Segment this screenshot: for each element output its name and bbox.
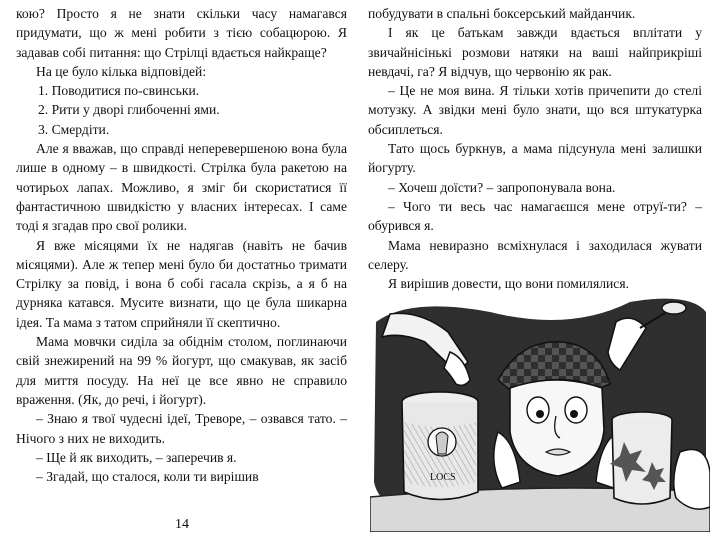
- hand-right: [674, 450, 710, 510]
- dialogue-line: – Це не моя вина. Я тільки хотів причепити до стелі мотузку. А звідки мені було знати, що вся штукатурка обсиплеться.: [368, 83, 702, 137]
- dialogue-line: – Чого ти весь час намагаєшся мене отруї-ти? – обурився я.: [368, 198, 702, 234]
- eye-left: [527, 397, 549, 423]
- paragraph: На це було кілька відповідей:: [36, 63, 207, 79]
- illustration: [370, 292, 710, 532]
- paragraph: Я вирішив довести, що вони помилялися.: [388, 276, 629, 292]
- dialogue-line: – Хочеш доїсти? – запропонувала вона.: [388, 179, 616, 195]
- paragraph: кою? Просто я не знати скільки часу намагався придумати, що ж мені робити з тією собацюрою. Я задавав собі питання: що Стрілці вдається найкраще?: [16, 6, 347, 60]
- page-number: 14: [175, 517, 189, 532]
- list-item: 3. Смердіти.: [38, 121, 110, 137]
- paragraph: Мама мовчки сиділа за обіднім столом, поглинаючи свій знежирений на 99 % йогурт, що смакував, як засіб для миття посуду. На неї це все явно не справило враження. (Як, до речі, і йогурт).: [16, 334, 347, 407]
- jar-left: [402, 392, 478, 500]
- jar-label: LOCS: [430, 472, 456, 483]
- paragraph: Але я вважав, що справді неперевершеною вона була лише в одному – в швидкості. Стрілка була ракетою на чотирьох лапах. Можливо, я зміг би скористатися її фантастичною швидкістю у власних інтересах. І саме тоді я згадав про свої ролики.: [16, 141, 347, 234]
- spoon: [662, 302, 686, 314]
- eye-right: [565, 397, 587, 423]
- list-item: 2. Рити у дворі глибоченні ями.: [38, 102, 220, 118]
- paragraph: І як це батькам завжди вдається вплітати у звичайнісінькі розмови натяки на ваші найприкріші невдачі, га? Я відчув, що червонію як рак.: [368, 25, 702, 79]
- paragraph: Тато щось буркнув, а мама підсунула мені залишки йогурту.: [368, 141, 702, 176]
- paragraph: побудувати в спальні боксерський майданчик.: [368, 6, 636, 21]
- paragraph: Я вже місяцями їх не надягав (навіть не бачив місяцями). Але ж тепер мені було би достатньо тримати Стрілку за повід, і вона б собі гасала скрізь, а я б на дурняка катався. Мусите визнати, що це була шикарна ідея. Та мама з татом сприйняли її скептично.: [16, 237, 347, 330]
- dialogue-line: – Знаю я твої чудесні ідеї, Треворе, – озвався тато. – Нічого з них не виходить.: [16, 411, 347, 446]
- paragraph: Мама невиразно всміхнулася і заходилася жувати селеру.: [368, 237, 702, 272]
- dialogue-line: – Ще й як виходить, – заперечив я.: [36, 449, 237, 465]
- list-item: 1. Поводитися по-свинськи.: [38, 83, 200, 99]
- dialogue-line: – Згадай, що сталося, коли ти вирішив: [36, 469, 259, 485]
- left-column: [16, 4, 347, 486]
- jar-right: [610, 412, 672, 504]
- right-column: [368, 4, 702, 293]
